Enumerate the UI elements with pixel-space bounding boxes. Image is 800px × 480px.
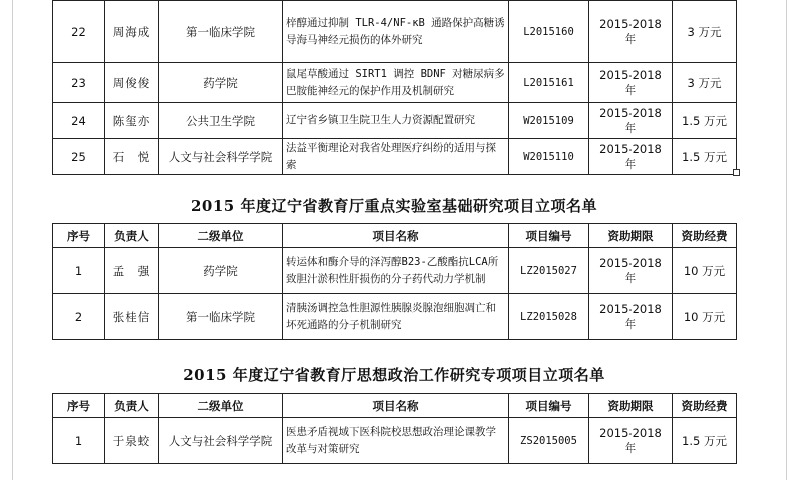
unit: 第一临床学院: [159, 1, 283, 63]
project-name: 梓醇通过抑制 TLR-4/NF-κB 通路保护高糖诱导海马神经元损伤的体外研究: [283, 1, 509, 63]
project-leader: 陈玺亦: [105, 103, 159, 139]
project-leader: 周海成: [105, 1, 159, 63]
unit: 药学院: [159, 248, 283, 294]
header-leader: 负责人: [105, 224, 159, 248]
page-left-edge: [12, 0, 13, 480]
project-name: 清胰汤调控急性胆源性胰腺炎腺泡细胞凋亡和坏死通路的分子机制研究: [283, 294, 509, 340]
continued-project-table: [52, 0, 737, 175]
funding-amount: 1.5 万元: [673, 103, 737, 139]
project-leader: 周俊俊: [105, 63, 159, 103]
project-code: W2015109: [509, 103, 589, 139]
table-row: [53, 1, 737, 63]
project-name: 医患矛盾视域下医科院校思想政治理论课教学改革与对策研究: [283, 418, 509, 464]
project-name: 法益平衡理论对我省处理医疗纠纷的适用与探索: [283, 139, 509, 175]
header-leader: 负责人: [105, 394, 159, 418]
funding-amount: 10 万元: [673, 248, 737, 294]
header-code: 项目编号: [509, 224, 589, 248]
header-name: 项目名称: [283, 394, 509, 418]
political-project-table: [52, 393, 737, 464]
project-code: L2015160: [509, 1, 589, 63]
unit: 药学院: [159, 63, 283, 103]
project-leader: 张桂信: [105, 294, 159, 340]
unit: 公共卫生学院: [159, 103, 283, 139]
funding-period: 2015-2018 年: [589, 294, 673, 340]
table-header-row: [53, 394, 737, 418]
funding-period: 2015-2018 年: [589, 103, 673, 139]
unit: 人文与社会科学学院: [159, 418, 283, 464]
header-fund: 资助经费: [673, 224, 737, 248]
project-name: 转运体和酶介导的泽泻醇B23-乙酸酯抗LCA所致胆汁淤积性肝损伤的分子药代动力学机制: [283, 248, 509, 294]
project-code: ZS2015005: [509, 418, 589, 464]
page-right-edge: [786, 0, 787, 480]
table-row: [53, 248, 737, 294]
project-leader: 石 悦: [105, 139, 159, 175]
table-row: [53, 63, 737, 103]
header-period: 资助期限: [589, 394, 673, 418]
header-period: 资助期限: [589, 224, 673, 248]
funding-amount: 1.5 万元: [673, 418, 737, 464]
header-no: 序号: [53, 394, 105, 418]
funding-period: 2015-2018 年: [589, 418, 673, 464]
project-leader: 于泉蛟: [105, 418, 159, 464]
project-name: 鼠尾草酸通过 SIRT1 调控 BDNF 对糖尿病多巴胺能神经元的保护作用及机制研究: [283, 63, 509, 103]
funding-amount: 3 万元: [673, 1, 737, 63]
funding-amount: 3 万元: [673, 63, 737, 103]
table-row: [53, 294, 737, 340]
row-number: 23: [53, 63, 105, 103]
row-number: 25: [53, 139, 105, 175]
funding-period: 2015-2018 年: [589, 1, 673, 63]
table-row: [53, 418, 737, 464]
section-title-political: 2015 年度辽宁省教育厅思想政治工作研究专项项目立项名单: [183, 366, 605, 384]
funding-amount: 1.5 万元: [673, 139, 737, 175]
project-code: L2015161: [509, 63, 589, 103]
project-code: LZ2015027: [509, 248, 589, 294]
unit: 人文与社会科学学院: [159, 139, 283, 175]
row-number: 2: [53, 294, 105, 340]
table-row: [53, 103, 737, 139]
table-row: [53, 139, 737, 175]
project-code: LZ2015028: [509, 294, 589, 340]
section-title-lab: 2015 年度辽宁省教育厅重点实验室基础研究项目立项名单: [191, 197, 597, 215]
project-code: W2015110: [509, 139, 589, 175]
unit: 第一临床学院: [159, 294, 283, 340]
header-code: 项目编号: [509, 394, 589, 418]
header-name: 项目名称: [283, 224, 509, 248]
funding-amount: 10 万元: [673, 294, 737, 340]
row-number: 24: [53, 103, 105, 139]
table-resize-handle[interactable]: [733, 169, 740, 176]
table-header-row: [53, 224, 737, 248]
row-number: 22: [53, 1, 105, 63]
funding-period: 2015-2018 年: [589, 139, 673, 175]
project-leader: 孟 强: [105, 248, 159, 294]
header-unit: 二级单位: [159, 394, 283, 418]
lab-project-table: [52, 223, 737, 340]
funding-period: 2015-2018 年: [589, 248, 673, 294]
funding-period: 2015-2018 年: [589, 63, 673, 103]
header-no: 序号: [53, 224, 105, 248]
header-fund: 资助经费: [673, 394, 737, 418]
row-number: 1: [53, 418, 105, 464]
row-number: 1: [53, 248, 105, 294]
project-name: 辽宁省乡镇卫生院卫生人力资源配置研究: [283, 103, 509, 139]
header-unit: 二级单位: [159, 224, 283, 248]
